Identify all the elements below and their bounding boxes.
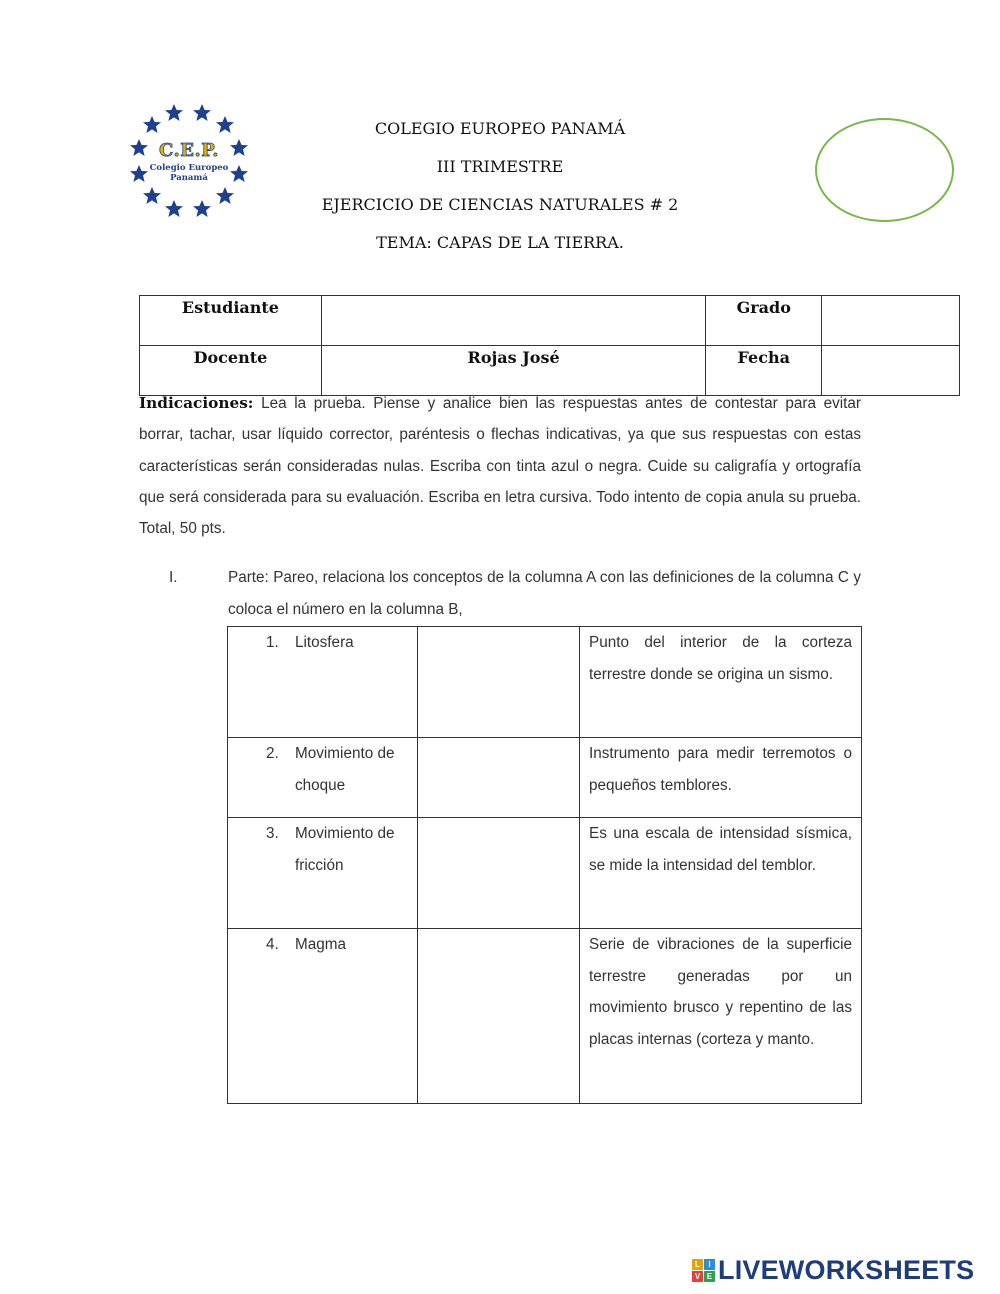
- definition-text: Es una escala de intensidad sísmica, se mide la intensidad del temblor.: [589, 825, 852, 874]
- row-number: 2.: [266, 745, 279, 762]
- instructions: [139, 388, 861, 544]
- concept-text: Magma: [295, 936, 347, 953]
- logo-line1: Colegio Europeo: [149, 163, 229, 173]
- school-name: COLEGIO EUROPEO PANAMÁ: [374, 119, 626, 138]
- answer-cell[interactable]: [418, 929, 580, 1104]
- logo-letter: L: [692, 1259, 703, 1270]
- concept-text: Movimiento de choque: [295, 745, 395, 794]
- instructions-text: Lea la prueba. Piense y analice bien las respuestas antes de contestar para evitar borrar, tachar, usar líquido corrector, paréntesis o flechas indicativas, ya que sus respuestas con estas características serán consideradas nulas. Escriba con tinta azul o negra. Cuide su caligrafía y ortografía que será considerada para su evaluación. Escriba en letra cursiva. Todo intento de copia anula su prueba. Total, 50 pts.: [139, 395, 861, 538]
- grade-circle[interactable]: [815, 118, 954, 222]
- instructions-label: Indicaciones:: [139, 394, 254, 412]
- date-label: Fecha: [706, 346, 822, 396]
- teacher-value: Rojas José: [321, 346, 705, 396]
- answer-cell[interactable]: [418, 818, 580, 929]
- student-info-table: [139, 295, 960, 396]
- exercise-title: EJERCICIO DE CIENCIAS NATURALES # 2: [321, 195, 679, 214]
- student-row: [140, 296, 960, 346]
- table-row: [228, 929, 862, 1104]
- term: III TRIMESTRE: [436, 157, 564, 176]
- definition-text: Serie de vibraciones de la superficie terrestre generadas por un movimiento brusco y repentino de las placas internas (corteza y manto.: [589, 936, 852, 1048]
- part-numeral: I.: [169, 569, 178, 586]
- table-row: [228, 738, 862, 818]
- grade-label: Grado: [706, 296, 822, 346]
- logo-line2: Panamá: [170, 173, 208, 183]
- table-row: [228, 627, 862, 738]
- answer-cell[interactable]: [418, 738, 580, 818]
- concept-text: Movimiento de fricción: [295, 825, 395, 874]
- grade-field[interactable]: [822, 296, 960, 346]
- watermark-text: LIVEWORKSHEETS: [718, 1254, 975, 1285]
- row-number: 4.: [266, 936, 279, 953]
- matching-table: [227, 626, 862, 1104]
- liveworksheets-logo-icon: [692, 1259, 715, 1282]
- liveworksheets-watermark: [692, 1255, 974, 1285]
- logo-letter: I: [704, 1259, 715, 1270]
- part-instructions: Parte: Pareo, relaciona los conceptos de la columna A con las definiciones de la columna C y coloca el número en la columna B,: [228, 569, 861, 618]
- definition-text: Instrumento para medir terremotos o pequeños temblores.: [589, 745, 852, 794]
- teacher-label: Docente: [140, 346, 322, 396]
- row-number: 3.: [266, 825, 279, 842]
- answer-cell[interactable]: [418, 627, 580, 738]
- definition-text: Punto del interior de la corteza terrestre donde se origina un sismo.: [589, 634, 852, 683]
- logo-letter: V: [692, 1271, 703, 1282]
- logo-letter: E: [704, 1271, 715, 1282]
- topic: TEMA: CAPAS DE LA TIERRA.: [376, 233, 624, 252]
- concept-text: Litosfera: [295, 634, 354, 651]
- student-field[interactable]: [321, 296, 705, 346]
- table-row: [228, 818, 862, 929]
- student-label: Estudiante: [140, 296, 322, 346]
- logo-abbr: C.E.P.: [158, 140, 220, 161]
- row-number: 1.: [266, 634, 279, 651]
